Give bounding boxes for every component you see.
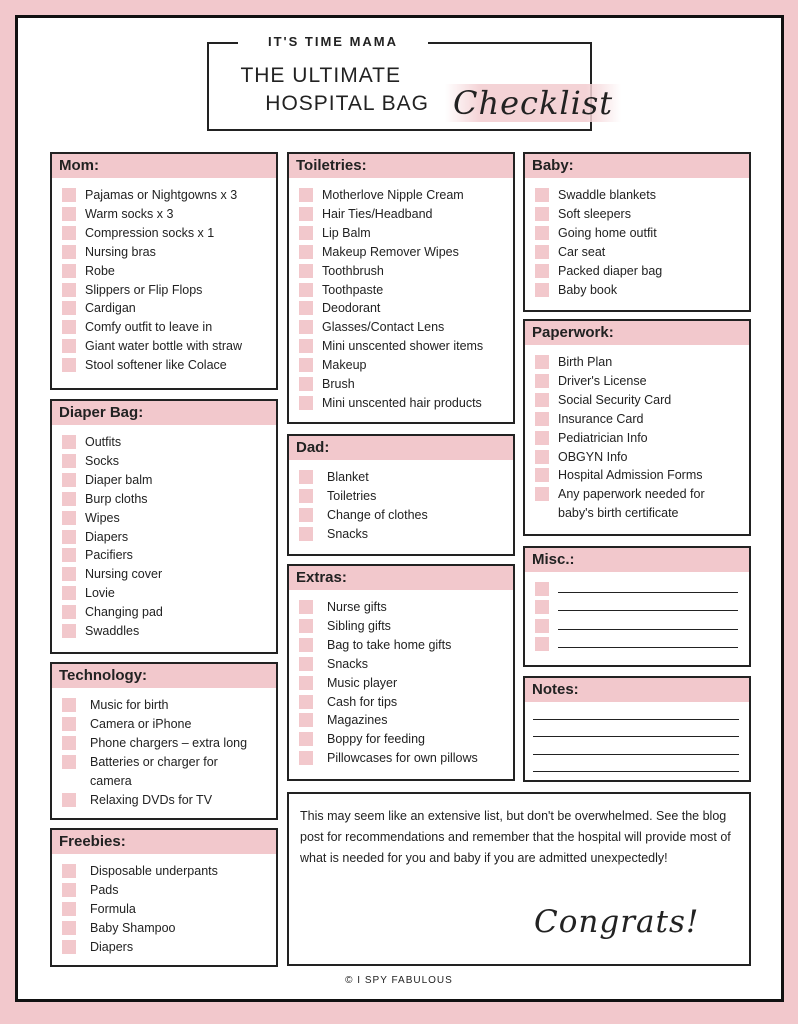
paperwork-section: [523, 319, 751, 536]
checklist-item[interactable]: [299, 730, 513, 749]
checklist-item[interactable]: [62, 186, 276, 205]
checkbox[interactable]: [535, 355, 549, 369]
checkbox[interactable]: [299, 619, 313, 633]
checklist-item[interactable]: [299, 318, 513, 337]
paperwork-heading: Paperwork:: [525, 321, 749, 345]
checklist-item[interactable]: [62, 565, 276, 584]
dad-list: [289, 460, 513, 544]
checklist-item-label: Disposable underpants: [90, 864, 218, 878]
checkbox[interactable]: [299, 732, 313, 746]
checkbox[interactable]: [299, 657, 313, 671]
misc-list: [525, 572, 749, 650]
title-main: [209, 62, 429, 118]
checklist-item[interactable]: [62, 318, 276, 337]
mom-list: [52, 178, 276, 375]
checkbox[interactable]: [535, 637, 549, 651]
checkbox[interactable]: [62, 283, 76, 297]
note-line[interactable]: [533, 720, 739, 738]
checklist-item[interactable]: [299, 655, 513, 674]
checkbox[interactable]: [62, 454, 76, 468]
checklist-item-label: Toothpaste: [322, 282, 384, 297]
checklist-item-label: Bag to take home gifts: [327, 637, 452, 652]
checklist-item-label: Toiletries: [327, 488, 377, 503]
checklist-item-label: Birth Plan: [558, 355, 613, 369]
checklist-item[interactable]: [535, 466, 749, 485]
checkbox[interactable]: [299, 226, 313, 240]
write-in-line: [558, 598, 738, 611]
toiletries-list: [289, 178, 513, 413]
checklist-item-label: Hair Ties/Headband: [322, 206, 433, 221]
freebies-list: [52, 854, 276, 957]
checklist-item-label: Boppy for feeding: [327, 732, 425, 747]
checklist-item-label: Changing pad: [85, 605, 163, 620]
checklist-item[interactable]: [299, 749, 513, 768]
checklist-item[interactable]: [535, 391, 749, 410]
checklist-item[interactable]: [535, 372, 749, 391]
checkbox[interactable]: [62, 435, 76, 449]
checkbox[interactable]: [299, 489, 313, 503]
dad-heading: Dad:: [289, 436, 513, 460]
checklist-item-label: Insurance Card: [558, 411, 644, 426]
checklist-item[interactable]: [535, 429, 749, 448]
mom-heading: Mom:: [52, 154, 276, 178]
checklist-item-label: Burp cloths: [85, 491, 148, 506]
checkbox[interactable]: [535, 226, 549, 240]
checkbox[interactable]: [62, 264, 76, 278]
misc-blank-line[interactable]: [535, 617, 749, 632]
checkbox[interactable]: [62, 320, 76, 334]
checkbox[interactable]: [62, 755, 76, 769]
checklist-item[interactable]: [535, 205, 749, 224]
checklist-item[interactable]: [299, 674, 513, 693]
checklist-item[interactable]: [62, 622, 276, 641]
checkbox[interactable]: [535, 619, 549, 633]
checklist-item[interactable]: [299, 636, 513, 655]
checklist-item[interactable]: [62, 509, 276, 528]
checklist-item[interactable]: [62, 603, 276, 622]
checkbox[interactable]: [299, 695, 313, 709]
checkbox[interactable]: [299, 283, 313, 297]
checklist-item[interactable]: [535, 504, 749, 523]
notes-heading: Notes:: [525, 678, 749, 702]
baby-section: [523, 152, 751, 312]
checkbox[interactable]: [535, 188, 549, 202]
checkbox[interactable]: [62, 339, 76, 353]
checkbox[interactable]: [62, 548, 76, 562]
checklist-item-label: Cash for tips: [327, 694, 398, 709]
checklist-item-label: Glasses/Contact Lens: [322, 320, 445, 335]
checklist-item[interactable]: [299, 375, 513, 394]
title-script: Checklist: [445, 84, 621, 122]
checklist-item[interactable]: [535, 281, 749, 300]
checklist-item-label: Motherlove Nipple Cream: [322, 188, 464, 202]
note-line[interactable]: [533, 737, 739, 755]
checkbox[interactable]: [535, 582, 549, 596]
checklist-item[interactable]: [299, 487, 513, 506]
checklist-item[interactable]: [535, 353, 749, 372]
checklist-item-label: Pillowcases for own pillows: [327, 751, 478, 766]
checklist-item[interactable]: [299, 299, 513, 318]
checkbox[interactable]: [535, 374, 549, 388]
checklist-item-label: Change of clothes: [327, 507, 428, 522]
checklist-item-label: Slippers or Flip Flops: [85, 282, 203, 297]
checklist-item-label: Pacifiers: [85, 548, 133, 563]
misc-blank-line[interactable]: [535, 635, 749, 650]
checklist-item-label: Diapers: [85, 529, 129, 544]
technology-section: [50, 662, 278, 820]
checkbox[interactable]: [299, 713, 313, 727]
notes-section: [523, 676, 751, 782]
checkbox[interactable]: [62, 793, 76, 807]
title-box: [207, 42, 614, 131]
checklist-item[interactable]: [535, 243, 749, 262]
checkbox[interactable]: [62, 567, 76, 581]
checklist-item[interactable]: [62, 791, 276, 810]
checklist-item[interactable]: [62, 224, 276, 243]
extras-section: [287, 564, 515, 781]
freebies-section: [50, 828, 278, 967]
checklist-item-label: Stool softener like Colace: [85, 358, 227, 373]
checklist-item[interactable]: [299, 468, 513, 487]
checkbox[interactable]: [62, 492, 76, 506]
checkbox[interactable]: [62, 188, 76, 202]
checklist-item[interactable]: [62, 734, 276, 753]
checklist-item[interactable]: [299, 243, 513, 262]
checklist-item-label: Cardigan: [85, 301, 136, 316]
checkbox[interactable]: [62, 586, 76, 600]
checklist-item-label: Going home outfit: [558, 225, 657, 240]
message-box: [287, 792, 751, 966]
checkbox[interactable]: [299, 188, 313, 202]
checklist-item-label: Magazines: [327, 713, 388, 728]
checklist-item[interactable]: [62, 243, 276, 262]
checklist-item-label: Batteries or charger for: [90, 754, 218, 769]
checklist-item-label: Diapers: [90, 939, 134, 954]
checklist-item-label: Nurse gifts: [327, 600, 387, 614]
technology-list: [52, 688, 276, 809]
checklist-item-label: Phone chargers – extra long: [90, 735, 248, 750]
checklist-item-label: Soft sleepers: [558, 206, 631, 221]
mom-section: [50, 152, 278, 390]
checklist-item-label: Compression socks x 1: [85, 225, 215, 240]
checklist-item-label: camera: [90, 773, 132, 788]
checklist-item[interactable]: [62, 356, 276, 375]
footer-credit: © I SPY FABULOUS: [345, 975, 453, 986]
checkbox[interactable]: [62, 736, 76, 750]
checkbox[interactable]: [535, 468, 549, 482]
checklist-item-label: Social Security Card: [558, 392, 672, 407]
checklist-item[interactable]: [299, 506, 513, 525]
checklist-item[interactable]: [62, 546, 276, 565]
checkbox[interactable]: [299, 527, 313, 541]
checklist-item-label: Baby book: [558, 282, 618, 297]
congrats-signoff: Congrats!: [534, 904, 700, 940]
note-line[interactable]: [533, 702, 739, 720]
checkbox[interactable]: [535, 245, 549, 259]
checklist-item-label: Lovie: [85, 586, 115, 601]
checkbox[interactable]: [299, 377, 313, 391]
checklist-item-label: Nursing bras: [85, 244, 156, 259]
checklist-item-label: Giant water bottle with straw: [85, 339, 243, 354]
checklist-item[interactable]: [62, 299, 276, 318]
checklist-item[interactable]: [299, 525, 513, 544]
checklist-item-label: Lip Balm: [322, 225, 371, 240]
misc-blank-line[interactable]: [535, 580, 749, 595]
checkbox[interactable]: [535, 283, 549, 297]
extras-heading: Extras:: [289, 566, 513, 590]
checklist-item[interactable]: [299, 356, 513, 375]
freebies-heading: Freebies:: [52, 830, 276, 854]
checkbox[interactable]: [62, 605, 76, 619]
checkbox[interactable]: [299, 207, 313, 221]
checklist-item-label: Toothbrush: [322, 263, 384, 278]
checkbox[interactable]: [62, 624, 76, 638]
diaper-bag-section: [50, 399, 278, 654]
checklist-item[interactable]: [62, 528, 276, 547]
checklist-item-label: Camera or iPhone: [90, 716, 192, 731]
title-line-2: HOSPITAL BAG: [265, 92, 429, 115]
checklist-item-label: Pediatrician Info: [558, 430, 648, 445]
checklist-item[interactable]: [62, 205, 276, 224]
checkbox[interactable]: [62, 530, 76, 544]
checkbox[interactable]: [62, 245, 76, 259]
checklist-item[interactable]: [535, 262, 749, 281]
checklist-item[interactable]: [299, 598, 513, 617]
toiletries-heading: Toiletries:: [289, 154, 513, 178]
diaper-bag-list: [52, 425, 276, 641]
checklist-item[interactable]: [62, 337, 276, 356]
checklist-item[interactable]: [535, 485, 749, 504]
checklist-item-label: Music for birth: [90, 698, 169, 712]
checkbox[interactable]: [299, 339, 313, 353]
checkbox[interactable]: [299, 600, 313, 614]
checklist-item[interactable]: [299, 711, 513, 730]
checklist-item[interactable]: [299, 394, 513, 413]
checklist-item-label: Relaxing DVDs for TV: [90, 792, 213, 807]
checklist-item-label: Swaddle blankets: [558, 188, 656, 202]
checklist-item-label: Car seat: [558, 244, 606, 259]
checkbox[interactable]: [299, 301, 313, 315]
baby-list: [525, 178, 749, 299]
checklist-item-label: Outfits: [85, 435, 122, 449]
checklist-item-label: OBGYN Info: [558, 449, 628, 464]
checkbox[interactable]: [535, 431, 549, 445]
checklist-item-label: Driver's License: [558, 373, 647, 388]
checklist-item[interactable]: [535, 448, 749, 467]
checklist-item[interactable]: [62, 471, 276, 490]
diaper-bag-heading: Diaper Bag:: [52, 401, 276, 425]
checklist-item[interactable]: [535, 224, 749, 243]
checklist-item[interactable]: [299, 281, 513, 300]
baby-heading: Baby:: [525, 154, 749, 178]
checklist-item[interactable]: [299, 224, 513, 243]
checklist-item-label: Pajamas or Nightgowns x 3: [85, 188, 238, 202]
checkbox[interactable]: [299, 638, 313, 652]
message-text: This may seem like an extensive list, but don't be overwhelmed. See the blog post for recommendations and remember that the hospital will provide most of what is needed for you and baby if you are admitted unexpectedly!: [300, 809, 731, 865]
checklist-item[interactable]: [299, 617, 513, 636]
checkbox[interactable]: [299, 751, 313, 765]
checkbox[interactable]: [62, 921, 76, 935]
checklist-item[interactable]: [62, 772, 276, 791]
write-in-line: [558, 635, 738, 648]
checklist-item[interactable]: [62, 584, 276, 603]
checklist-item[interactable]: [299, 693, 513, 712]
checklist-item[interactable]: [299, 337, 513, 356]
checklist-item-label: Diaper balm: [85, 472, 153, 487]
checklist-item[interactable]: [62, 715, 276, 734]
checklist-item-label: Blanket: [327, 470, 369, 484]
checklist-item-label: Mini unscented shower items: [322, 339, 484, 354]
checklist-item-label: Hospital Admission Forms: [558, 468, 703, 483]
checklist-item[interactable]: [62, 262, 276, 281]
checklist-item-label: Pads: [90, 882, 119, 897]
checklist-item-label: Swaddles: [85, 624, 140, 639]
write-in-line: [558, 580, 738, 593]
checkbox[interactable]: [535, 207, 549, 221]
checkbox[interactable]: [535, 393, 549, 407]
checkbox[interactable]: [62, 698, 76, 712]
dad-section: [287, 434, 515, 556]
checklist-item-label: Sibling gifts: [327, 618, 391, 633]
checkbox[interactable]: [62, 902, 76, 916]
checkbox[interactable]: [299, 264, 313, 278]
title-line-1: THE ULTIMATE: [240, 64, 401, 87]
misc-heading: Misc.:: [525, 548, 749, 572]
checklist-item-label: Mini unscented hair products: [322, 395, 482, 410]
checklist-item-label: Nursing cover: [85, 567, 163, 582]
checklist-item-label: Brush: [322, 377, 355, 392]
checkbox[interactable]: [62, 207, 76, 221]
checkbox[interactable]: [535, 487, 549, 501]
checklist-item[interactable]: [62, 919, 276, 938]
checklist-item-label: baby's birth certificate: [558, 506, 679, 521]
checklist-item-label: Deodorant: [322, 301, 381, 316]
checkbox[interactable]: [62, 511, 76, 525]
checklist-item[interactable]: [62, 696, 276, 715]
toiletries-section: [287, 152, 515, 424]
checklist-item[interactable]: [62, 862, 276, 881]
checkbox[interactable]: [299, 676, 313, 690]
paperwork-list: [525, 345, 749, 523]
technology-heading: Technology:: [52, 664, 276, 688]
checklist-item[interactable]: [535, 410, 749, 429]
checkbox[interactable]: [299, 320, 313, 334]
checkbox[interactable]: [299, 245, 313, 259]
checklist-item-label: Wipes: [85, 510, 120, 525]
checklist-item-label: Any paperwork needed for: [558, 487, 705, 502]
checkbox[interactable]: [62, 358, 76, 372]
checklist-item[interactable]: [62, 881, 276, 900]
checkbox[interactable]: [62, 883, 76, 897]
write-in-line: [558, 617, 738, 630]
checkbox[interactable]: [535, 412, 549, 426]
checkbox[interactable]: [299, 508, 313, 522]
checklist-item-label: Snacks: [327, 656, 368, 671]
checklist-item[interactable]: [299, 262, 513, 281]
checkbox[interactable]: [62, 473, 76, 487]
checkbox[interactable]: [299, 470, 313, 484]
checklist-item[interactable]: [535, 186, 749, 205]
note-line[interactable]: [533, 755, 739, 773]
checkbox[interactable]: [62, 940, 76, 954]
checkbox[interactable]: [62, 864, 76, 878]
checklist-item-label: Snacks: [327, 526, 368, 541]
checklist-item-label: Robe: [85, 263, 115, 278]
checklist-item-label: Music player: [327, 675, 398, 690]
checklist-item[interactable]: [62, 433, 276, 452]
checklist-item-label: Comfy outfit to leave in: [85, 320, 213, 335]
checkbox[interactable]: [62, 226, 76, 240]
checklist-item-label: Makeup: [322, 358, 367, 373]
checkbox[interactable]: [535, 600, 549, 614]
checklist-item[interactable]: [62, 490, 276, 509]
checkbox[interactable]: [299, 358, 313, 372]
misc-section: [523, 546, 751, 667]
checklist-item[interactable]: [62, 900, 276, 919]
checklist-item[interactable]: [62, 753, 276, 772]
checkbox[interactable]: [535, 264, 549, 278]
extras-list: [289, 590, 513, 768]
checklist-item-label: Socks: [85, 453, 120, 468]
checklist-item[interactable]: [299, 205, 513, 224]
checkbox[interactable]: [299, 396, 313, 410]
checklist-item-label: Baby Shampoo: [90, 920, 176, 935]
checklist-item-label: Formula: [90, 901, 136, 916]
checklist-item[interactable]: [299, 186, 513, 205]
title-subtitle: IT'S TIME MAMA: [238, 33, 428, 51]
checklist-item-label: Makeup Remover Wipes: [322, 244, 459, 259]
checkbox[interactable]: [535, 450, 549, 464]
misc-blank-line[interactable]: [535, 598, 749, 613]
checklist-item[interactable]: [62, 452, 276, 471]
checkbox[interactable]: [62, 717, 76, 731]
checklist-item[interactable]: [62, 938, 276, 957]
checklist-item-label: Warm socks x 3: [85, 206, 174, 221]
checkbox[interactable]: [62, 301, 76, 315]
checklist-item[interactable]: [62, 281, 276, 300]
checklist-item-label: Packed diaper bag: [558, 263, 663, 278]
